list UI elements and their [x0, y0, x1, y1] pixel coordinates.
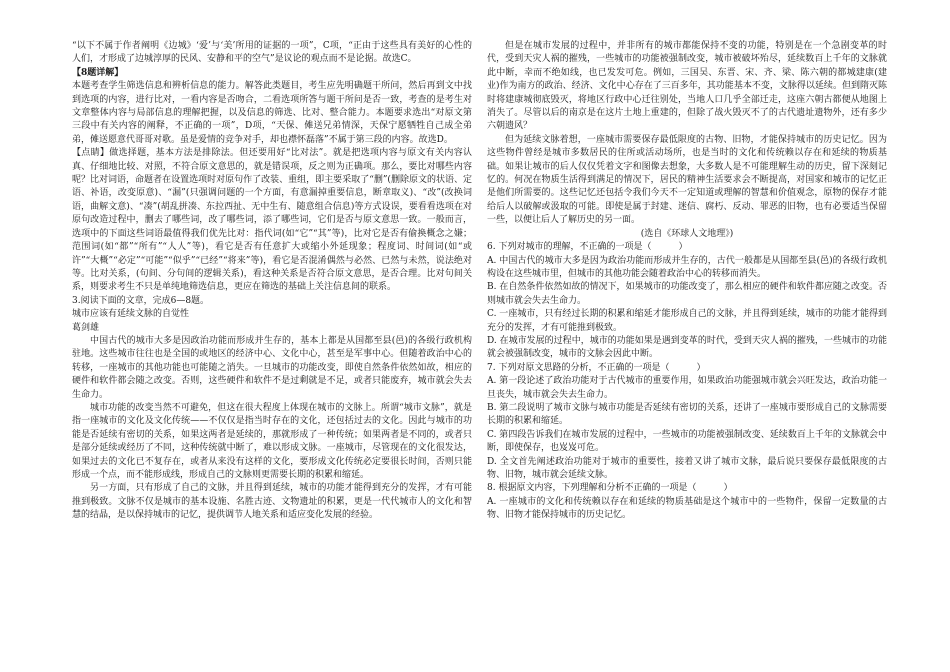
question-6-option-a: A. 中国古代的城市大多是因为政治功能而形成并生存的，古代一般都是从国都至县(邑)的各级行政机构设在这些城市里，但城市的其他功能会随着政治中心的转移而消失。	[487, 255, 887, 279]
question-8: 8. 根据原文内容，下列理解和分析不正确的一项是（ ）	[487, 483, 733, 494]
answer-8-explanation: 本题考查学生筛选信息和辨析信息的能力。解答此类题目，考生应先明确题干所问，然后再到文中找到选项的内容，进行比对，一看内容是否吻合，二看选项所答与题干所问是否一致，考查的是考生对文章整体内容与局部信息的理解把握，以及信息的筛选、比对、整合能力。本题要求选出“对原文第三段中有关内容的阐释，不正确的一项”，D项，“天保、傩送兄弟情深，天保宁愿牺牲自己成全弟弟，傩送愿意代哥哥对歌。虽是爱情的竞争对手，却也襟怀磊落”不属于第三段的内容。故选D。	[72, 81, 472, 145]
article-paragraph-2: 城市功能的改变当然不可避免，但这在很大程度上体现在城市的文脉上。所谓“城市文脉”，就是指一座城市的文化及文化传统——不仅仅是指当时存在的文化，还包括过去的文化。因此与城市的功能是否延续有密切的关系，如果这两者是延续的，那就形成了一种传统；如果两者是不同的，或者只是部分延续或经历了不同，这种传统就中断了，难以形成文脉。一座城市，尽管现在的文化很发达，如果过去的文化已不复存在，或者从来没有这样的文化，要形成文化传统必定要很长时间，否则只能形成一个点，而不能形成线，形成自己的文脉则更需要长期的积累和缩延。	[72, 402, 472, 480]
question-7-option-c: C. 第四段告诉我们在城市发展的过程中，一些城市的功能被强制改变、延续数百上千年的文脉就会中断，即使保存，也岌岌可危。	[487, 429, 887, 454]
question-6-option-c: C. 一座城市，只有经过长期的积累和缩延才能形成自己的文脉，并且得到延续，城市的功能才能得到充分的发挥，才有可能推到极致。	[487, 309, 887, 333]
question-7-option-a: A. 第一段论述了政治功能对于古代城市的重要作用，如果政治功能强城市就会兴旺发达，政治功能一旦丧失，城市就会失去生命力。	[487, 376, 887, 400]
answer-7-explanation: “以下不属于作者阐明《边城》‘爱’与‘美’所用的证据的一项”，C项，“正由于这些具有美好的心性的人们，才形成了边城淳厚的民风、安静和平的空气”是议论的观点而不是论据。故选C。	[72, 41, 472, 65]
article-paragraph-4: 但是在城市发展的过程中，并非所有的城市都能保持不变的功能，特别是在一个急剧变革的时代，受到天灾人祸的摧残，一些城市的功能被强制改变，城市被破坏殆尽，延续数百上千年的文脉就此中断，幸而不绝如线，也已发发可危。例如，三国吴、东晋、宋、齐、梁、陈六朝的都城建康(建业)作为南方的政治、经济、文化中心存在了三百多年，其功能基本不变，文脉得以延续。但到隋灭陈时将建康城彻底毁灭，将地区行政中心迁往别处，当地人口几乎全部迁走，这座六朝古都便从地图上消失了。尽管以后的南京是在这片土地上重建的，但除了战火毁灭不了的古代遗址遗物外，还有多少六朝遗风？	[487, 41, 887, 132]
question-7: 7. 下列对原文思路的分析，不正确的一项是（ ）	[487, 362, 706, 373]
question-3-instruction: 3.阅读下面的文章，完成6—8题。	[72, 295, 210, 306]
article-paragraph-3: 另一方面，只有形成了自己的文脉，并且得到延续，城市的功能才能得到充分的发挥，才有可能推到极致。文脉不仅是城市的基本设施、名胜古迹、文物遗址的积累，更是一代代城市人的文化和智慧的结晶，是以保持城市的记忆，提供调节人地关系和适应变化发展的经验。	[72, 483, 472, 521]
article-author: 葛剑雄	[72, 322, 100, 333]
answer-8-heading: 【8题详解】	[72, 67, 124, 78]
question-8-option-a: A. 一座城市的文化和传统赖以存在和延续的物质基础是这个城市中的一些物件，保留一定数量的古物、旧物才能保持城市的历史记忆。	[487, 496, 887, 521]
tip-paragraph: 【点睛】做选择题，基本方法是排除法。但还要用好“比对法”。就是把选项内容与原文有关内容认真、仔细地比较、对照，不符合原文意思的，就是错误项，反之则为正确项。那么，要比对哪些内容呢？比对词语，命题者在设置选项时对原句作了改装、重组，即主要采取了“删”(删除原文的状语、定语、补语，改变原意)、“漏”(只强调问题的一个方面，有意漏掉重要信息，断章取义)、“改”(改换词语，曲解文意)、“凑”(胡乱拼凑、东拉西扯、无中生有、随意组合信息)等方式设误，要看看选项在对原句改造过程中，删去了哪些词，改了哪些词，添了哪些词，它们是否与原文意思一致。一般而言，选项中的下面这些词语最值得我们优先比对：指代词(如“它”“其”等)，比对它是否有偷换概念之嫌；范围词(如“都”“所有”“人人”等)，看它是否有任意扩大或缩小外延现象；程度词、时间词(如“或许”“大概”“必定”“可能”“似乎”“已经”“将来”等)，看它是否混淆偶然与必然、已然与未然，说法绝对等。比对关系，(句间、分句间的逻辑关系)，看这种关系是否符合原文意思，是否合理。比对句间关系，则要求考生不只是单纯地筛选信息，更应在筛选的基础上关注信息间的联系。	[72, 148, 472, 293]
question-6-option-d: D. 在城市发展的过程中，城市的功能如果是遇到变革的时代，受到天灾人祸的摧残，一些城市的功能就会被强制改变，城市的文脉会因此中断。	[487, 335, 887, 360]
question-7-option-b: B. 第二段说明了城市文脉与城市功能是否延续有密切的关系，还讲了一座城市要形成自己的文脉需要长期的积累和缩延。	[487, 402, 887, 427]
article-title: 城市应该有延续文脉的自觉性	[72, 309, 190, 320]
left-column	[72, 40, 472, 523]
right-column	[487, 40, 887, 523]
question-6: 6. 下列对城市的理解，不正确的一项是（ ）	[487, 242, 688, 253]
article-source: (选自《环球人文地理》)	[640, 228, 734, 239]
question-6-option-b: B. 在自然条件依然如故的情况下，如果城市的功能改变了，那么相应的硬件和软件都应随之改变。否则城市就会失去生命力。	[487, 282, 887, 306]
question-7-option-d: D. 全文首先阐述政治功能对于城市的重要性，接着又讲了城市文脉，最后说只要保存最低限度的古物、旧物，城市就会延续文脉。	[487, 456, 887, 480]
article-paragraph-1: 中国古代的城市大多是因政治功能而形成并生存的，基本上都是从国都至县(邑)的各级行政机构驻地。这些城市往往也是全国的或地区的经济中心、文化中心，甚至是军事中心。但随着政治中心的转移，一座城市的其他功能也可能随之消失。一旦城市的功能改变，即使自然条件依然如故，相应的硬件和软件都会随之改变。否则，这些硬件和软件不是过剩就是不足，或者只能废弃，城市就会失去生命力。	[72, 335, 472, 400]
article-paragraph-5: 但为延续文脉着想，一座城市需要保存最低限度的古物、旧物，才能保持城市的历史记忆。因为这些物件曾经是城市多数居民的住所或活动场所，也是当时的文化和传统赖以存在和延续的物质基础。如果让城市的后人仅仅凭着文字和图像去想象，大多数人是不可能理解生动的历史，留下深刻记忆的。何况在物质生活得到满足的情况下，居民的精神生活要求会不断提高，对国家和城市的记忆正是他们所需要的。这些记忆还包括令我们今天不一定知道或理解的智慧和价值观念，原物的保存才能给后人以破解或汲取的可能。即使是属于封建、迷信、腐朽、反动、罪恶的旧物，也有必要适当保留一些，以便让后人了解历史的另一面。	[487, 134, 887, 226]
